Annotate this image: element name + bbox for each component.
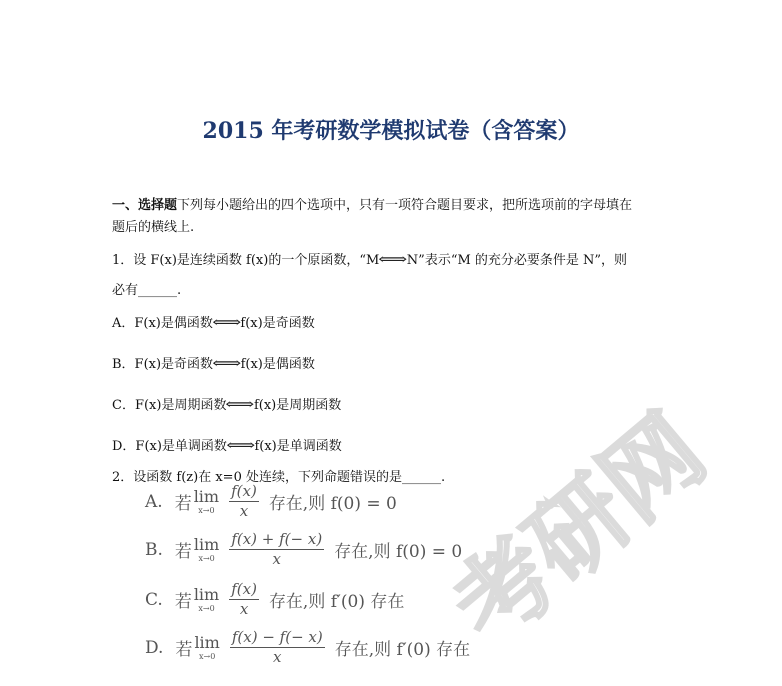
limit-operator: lim x→0 <box>193 584 220 613</box>
option-text-post: f(x)是周期函数 <box>253 398 342 413</box>
section-instruction-line-1 <box>112 194 632 213</box>
option-text-pre: D．F(x)是单调函数 <box>112 439 227 454</box>
section-instruction: 下列每小题给出的四个选项中，只有一项符合题目要求，把所选项前的字母填在 <box>177 198 633 213</box>
double-arrow-icon: ⟺ <box>378 250 408 268</box>
numerator: f(x) <box>231 580 257 598</box>
question-1-text-b: N”表示“M 的充分必要条件是 N”，则 <box>406 253 628 268</box>
question-2-option-a <box>145 484 397 520</box>
page-title: 2015 年考研数学模拟试卷（含答案） <box>202 118 580 144</box>
option-text-post: f(x)是单调函数 <box>254 439 342 454</box>
denominator: x <box>239 501 249 520</box>
option-conclusion: 存在,则 f′(0) 存在 <box>334 640 471 661</box>
question-1-blank-line: 必有______. <box>112 283 182 298</box>
option-text-post: f(x)是奇函数 <box>240 316 315 331</box>
question-1-option-d <box>112 435 342 454</box>
option-text-pre: A．F(x)是偶函数 <box>112 316 213 331</box>
limit-operator: lim x→0 <box>194 632 220 661</box>
option-conclusion: 存在,则 f(0) = 0 <box>268 494 397 515</box>
limit-operator: lim x→0 <box>193 534 220 563</box>
option-text-post: f(x)是偶函数 <box>240 357 315 372</box>
option-if: 若 <box>175 640 193 661</box>
option-if: 若 <box>174 542 192 563</box>
question-1-stem <box>112 249 627 268</box>
option-text-pre: B．F(x)是奇函数 <box>112 357 214 372</box>
question-1-text-a: 1．设 F(x)是连续函数 f(x)的一个原函数，“M <box>112 253 380 268</box>
fraction <box>229 484 259 520</box>
numerator: f(x) − f(− x) <box>231 628 323 646</box>
double-arrow-icon: ⟺ <box>226 436 256 454</box>
denominator: x <box>273 647 282 666</box>
question-2-option-d <box>145 630 470 666</box>
denominator: x <box>239 599 249 618</box>
fraction <box>229 532 324 568</box>
question-1-option-c <box>112 394 341 413</box>
watermark <box>360 300 726 680</box>
option-label: C. <box>145 589 163 610</box>
watermark-text: 考研网 <box>432 394 726 665</box>
double-arrow-icon: ⟺ <box>212 354 242 372</box>
question-2-option-c <box>145 582 404 618</box>
question-2-stem: 2．设函数 f(z)在 x=0 处连续，下列命题错误的是______. <box>112 470 446 485</box>
option-if: 若 <box>174 592 192 613</box>
double-arrow-icon: ⟺ <box>212 313 242 331</box>
denominator: x <box>272 549 281 568</box>
option-if: 若 <box>174 494 192 515</box>
numerator: f(x) <box>231 482 257 500</box>
question-1-option-b <box>112 353 315 372</box>
fraction <box>229 582 259 618</box>
option-label: A. <box>145 491 163 512</box>
limit-operator: lim x→0 <box>193 486 220 515</box>
question-2-option-b <box>145 532 462 568</box>
double-arrow-icon: ⟺ <box>225 395 255 413</box>
option-label: D. <box>145 637 164 658</box>
option-label: B. <box>145 539 163 560</box>
option-conclusion: 存在,则 f(0) = 0 <box>334 542 463 563</box>
section-instruction-line-2: 题后的横线上. <box>112 220 195 235</box>
question-1-option-a <box>112 312 315 331</box>
numerator: f(x) + f(− x) <box>231 530 323 548</box>
option-conclusion: 存在,则 f′(0) 存在 <box>268 592 405 613</box>
option-text-pre: C．F(x)是周期函数 <box>112 398 227 413</box>
section-heading: 一、选择题 <box>112 198 178 213</box>
fraction <box>230 630 325 666</box>
